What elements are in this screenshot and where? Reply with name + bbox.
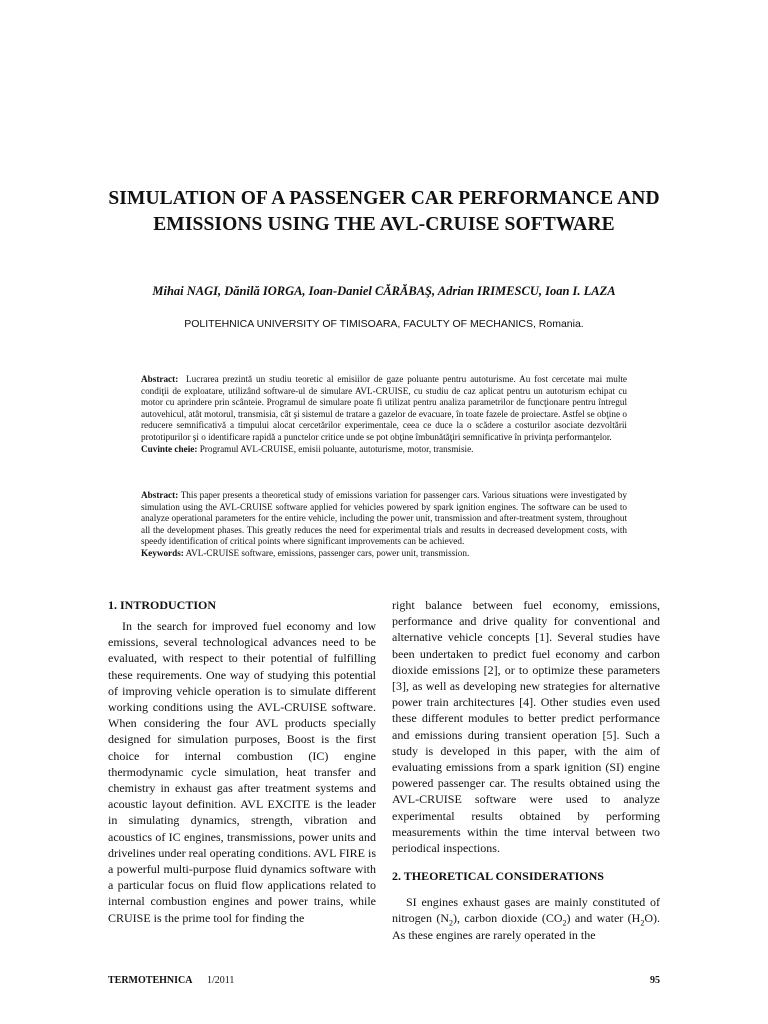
co2-subscript: 2 [562,918,567,928]
journal-issue: 1/2011 [206,975,235,986]
keywords-en-label: Keywords: [141,547,184,558]
section-heading-introduction: 1. INTRODUCTION [108,598,217,612]
theoretical-paragraph [392,894,660,943]
abstract-romanian [141,374,627,455]
abstract-en-text: This paper presents a theoretical study of emissions variation for passenger cars. Various situations were investigated by simulation using the AVL-CRUISE software applied for vehicles powered by spark ignition engines. The software can be used to analyze operational parameters for the entire vehicle, including the power unit, transmission and after-treatment system, throughout all the development phases. This greatly reduces the need for experimental trials and results in decreased development costs, with speedy identification of critical points where significant improvements can be achieved. [141,490,627,547]
introduction-paragraph: In the search for improved fuel economy and low emissions, several technological advances need to be evaluated, with respect to their potential of fulfilling these requirements. One way of studying this potential of improving vehicle operation is to simulate different working conditions using the AVL-CRUISE software. When considering the four AVL products specially designed for simulation purposes, Boost is the first choice for internal combustion (IC) engine thermodynamic cycle simulation, heat transfer and chemistry in exhaust gas after treatment systems and acoustic layout definition. AVL EXCITE is the leader in simulating dynamics, strength, vibration and acoustics of IC engines, transmissions, power units and drivelines under real operating conditions. AVL FIRE is a powerful multi-purpose fluid dynamics software with a particular focus on fluid flow applications related to internal combustion engines and power trains, while CRUISE is the prime tool for finding the [108,619,376,925]
paper-title: SIMULATION OF A PASSENGER CAR PERFORMANCE AND EMISSIONS USING THE AVL-CRUISE SOFTWARE [108,188,660,235]
page-number: 95 [650,975,660,986]
keywords-ro-text: Programul AVL-CRUISE, emisii poluante, autoturisme, motor, transmisie. [199,443,474,454]
n2-subscript: 2 [449,918,454,928]
author-list: Mihai NAGI, Dănilă IORGA, Ioan-Daniel CĂRĂBAŞ, Adrian IRIMESCU, Ioan I. LAZA [152,284,616,298]
section-heading-theoretical: 2. THEORETICAL CONSIDERATIONS [392,869,604,884]
theory-text-4: O). As these engines are rarely operated in the [392,911,661,942]
column-right [392,597,660,943]
h2o-subscript: 2 [640,918,645,928]
abstract-ro-text: Lucrarea prezintă un studiu teoretic al emisiilor de gaze poluante pentru autoturisme. Au fost cercetate mai multe condiţii de exploatare, utilizând software-ul de simulare AVL-CRUISE, cu studiu de caz aplicat pentru un autoturism echipat cu motor cu aprindere prin scânteie. Programul de simulare poate fi utilizat pentru analiza parametrilor de funcţionare pentru întregul autovehicul, atât motorul, transmisia, cât şi sistemul de tratare a gazelor de evacuare, în toate fazele de proiectare. Astfel se obţine o reducere semnificativă a timpului alocat cercetărilor experimentale, ceea ce duce la o scădere a costurilor asociate dezvoltării prototipurilor şi o identificare rapidă a punctelor critice unde se pot obţine îmbunătăţiri semnificative în privinţa performanţelor. [141,374,628,442]
affiliation: POLITEHNICA UNIVERSITY OF TIMISOARA, FACULTY OF MECHANICS, Romania. [184,318,584,330]
keywords-en-text: AVL-CRUISE software, emissions, passenger cars, power unit, transmission. [185,547,470,558]
abstract-en-label: Abstract: [141,490,179,500]
abstract-ro-body [141,374,627,444]
theory-text-1: SI engines exhaust gases are mainly constituted of nitrogen (N [392,895,660,926]
keywords-ro-label: Cuvinte cheie: [141,443,198,454]
theory-text-3: ) and water (H [566,911,641,926]
journal-name: TERMOTEHNICA [108,975,193,986]
keywords-en [141,548,627,560]
keywords-ro [141,444,627,456]
introduction-paragraph-continued: right balance between fuel economy, emissions, performance and drive quality for conventional and alternative vehicle concepts [1]. Several studies have been undertaken to predict fuel economy and carbon dioxide emissions [2], or to optimize these parameters [3], as well as developing new strategies for alternative power train architectures [4]. Other studies even used these different modules to better predict performance and emissions during transient operation [5]. Such a study is developed in this paper, with the aim of evaluating emissions from a spark ignition (SI) engine powered passenger car. The results obtained using the AVL-CRUISE software were used to analyze experimental results obtained by performing measurements within the time interval between two periodical inspections. [392,598,660,856]
column-left [108,597,376,926]
abstract-en-body [141,490,627,548]
abstract-ro-label: Abstract: [141,374,179,384]
theory-text-2: ), carbon dioxide (CO [453,911,563,926]
abstract-english [141,490,627,560]
page-footer [108,975,660,986]
